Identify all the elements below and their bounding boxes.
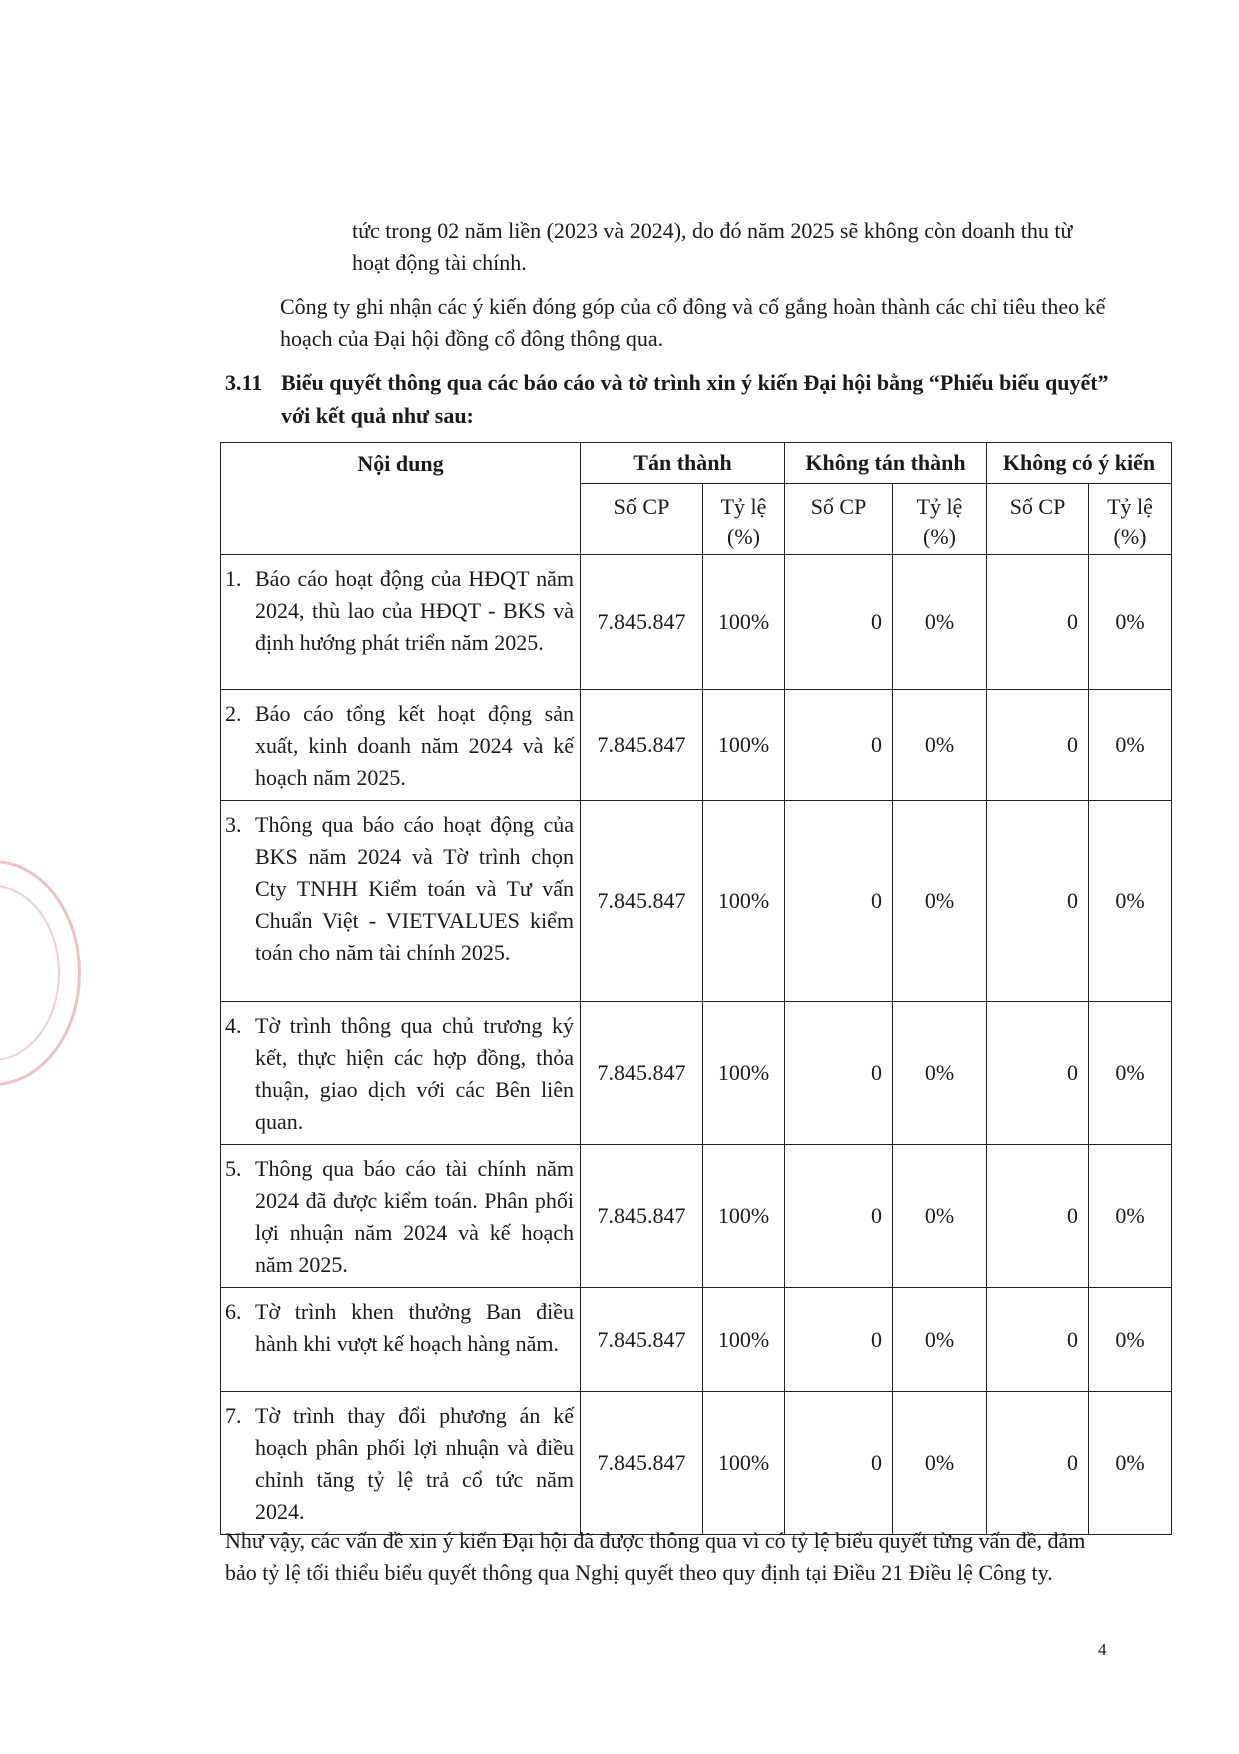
row-number: 4. [225,1013,242,1038]
disapprove-ratio: 0% [893,801,987,1002]
no-opinion-ratio: 0% [1089,1002,1172,1145]
no-opinion-shares: 0 [987,1145,1089,1288]
disapprove-shares: 0 [785,801,893,1002]
header-no-opinion: Không có ý kiến [987,443,1172,484]
approve-shares: 7.845.847 [581,801,703,1002]
row-content [221,690,581,801]
approve-shares: 7.845.847 [581,1002,703,1145]
row-text: Báo cáo tổng kết hoạt động sản xuất, kinh doanh năm 2024 và kế hoạch năm 2025. [255,701,574,790]
no-opinion-shares: 0 [987,1002,1089,1145]
subheader-shares: Số CP [581,484,703,555]
table-row [221,1392,1172,1535]
section-number: 3.11 [225,370,263,395]
conclusion-paragraph: Như vậy, các vấn đề xin ý kiến Đại hội đã được thông qua vì có tỷ lệ biểu quyết từng vấn đề, đảm bảo tỷ lệ tối thiểu biểu quyết thông qua Nghị quyết theo quy định tại Điều 21 Điều lệ Công ty. [225,1528,1086,1585]
no-opinion-shares: 0 [987,690,1089,801]
row-number: 2. [225,701,242,726]
page-number: 4 [1098,1640,1107,1659]
row-text: Tờ trình khen thưởng Ban điều hành khi vượt kế hoạch hàng năm. [255,1299,574,1356]
disapprove-shares: 0 [785,1002,893,1145]
row-content [221,555,581,690]
no-opinion-ratio: 0% [1089,1145,1172,1288]
row-text: Thông qua báo cáo hoạt động của BKS năm 2024 và Tờ trình chọn Cty TNHH Kiểm toán và Tư vấn Chuẩn Việt - VIETVALUES kiểm toán cho năm tài chính 2025. [255,812,574,965]
no-opinion-ratio: 0% [1089,690,1172,801]
approve-shares: 7.845.847 [581,690,703,801]
disapprove-ratio: 0% [893,1002,987,1145]
disapprove-shares: 0 [785,690,893,801]
row-text: Tờ trình thay đổi phương án kế hoạch phân phối lợi nhuận và điều chỉnh tăng tỷ lệ trả cổ tức năm 2024. [255,1403,574,1524]
subheader-shares: Số CP [987,484,1089,555]
no-opinion-ratio: 0% [1089,555,1172,690]
row-text: Báo cáo hoạt động của HĐQT năm 2024, thù lao của HĐQT - BKS và định hướng phát triển năm 2025. [255,566,574,655]
row-content [221,801,581,1002]
disapprove-shares: 0 [785,1145,893,1288]
table-row [221,555,1172,690]
approve-ratio: 100% [703,1288,785,1392]
table-row [221,1145,1172,1288]
disapprove-ratio: 0% [893,555,987,690]
no-opinion-shares: 0 [987,555,1089,690]
table-row [221,1288,1172,1392]
row-number: 1. [225,566,242,591]
disapprove-shares: 0 [785,555,893,690]
acknowledgement-paragraph: Công ty ghi nhận các ý kiến đóng góp của cổ đông và cố gắng hoàn thành các chỉ tiêu theo kế hoạch của Đại hội đồng cổ đông thông qua. [280,294,1106,351]
row-number: 7. [225,1403,242,1428]
approve-ratio: 100% [703,690,785,801]
row-text: Tờ trình thông qua chủ trương ký kết, thực hiện các hợp đồng, thỏa thuận, giao dịch với các Bên liên quan. [255,1013,574,1134]
section-heading [225,366,1115,432]
row-number: 5. [225,1156,242,1181]
subheader-shares: Số CP [785,484,893,555]
row-number: 6. [225,1299,242,1324]
table-row [221,1002,1172,1145]
continuation-paragraph: tức trong 02 năm liền (2023 và 2024), do đó năm 2025 sẽ không còn doanh thu từ hoạt động tài chính. [352,218,1073,275]
table-row [221,801,1172,1002]
subheader-ratio: Tỷ lệ (%) [893,484,987,555]
header-disapprove: Không tán thành [785,443,987,484]
no-opinion-shares: 0 [987,1288,1089,1392]
row-content [221,1288,581,1392]
header-approve: Tán thành [581,443,785,484]
approve-ratio: 100% [703,801,785,1002]
row-content [221,1392,581,1535]
no-opinion-ratio: 0% [1089,801,1172,1002]
row-text: Thông qua báo cáo tài chính năm 2024 đã được kiểm toán. Phân phối lợi nhuận năm 2024 và kế hoạch năm 2025. [255,1156,574,1277]
approve-shares: 7.845.847 [581,555,703,690]
disapprove-ratio: 0% [893,1145,987,1288]
header-content: Nội dung [221,443,581,555]
seal-inner-ring [0,885,60,1061]
voting-results-table [220,442,1172,1535]
row-content [221,1002,581,1145]
disapprove-shares: 0 [785,1288,893,1392]
approve-ratio: 100% [703,1392,785,1535]
section-title: Biểu quyết thông qua các báo cáo và tờ trình xin ý kiến Đại hội bằng “Phiếu biểu quyết” với kết quả như sau: [281,370,1109,428]
disapprove-ratio: 0% [893,1392,987,1535]
subheader-ratio: Tỷ lệ (%) [703,484,785,555]
approve-ratio: 100% [703,1002,785,1145]
approve-ratio: 100% [703,1145,785,1288]
approve-shares: 7.845.847 [581,1145,703,1288]
row-number: 3. [225,812,242,837]
subheader-ratio: Tỷ lệ (%) [1089,484,1172,555]
no-opinion-shares: 0 [987,1392,1089,1535]
approve-ratio: 100% [703,555,785,690]
company-seal-fragment [0,860,81,1086]
no-opinion-ratio: 0% [1089,1392,1172,1535]
approve-shares: 7.845.847 [581,1288,703,1392]
disapprove-shares: 0 [785,1392,893,1535]
table-row [221,690,1172,801]
row-content [221,1145,581,1288]
no-opinion-shares: 0 [987,801,1089,1002]
disapprove-ratio: 0% [893,1288,987,1392]
approve-shares: 7.845.847 [581,1392,703,1535]
disapprove-ratio: 0% [893,690,987,801]
no-opinion-ratio: 0% [1089,1288,1172,1392]
